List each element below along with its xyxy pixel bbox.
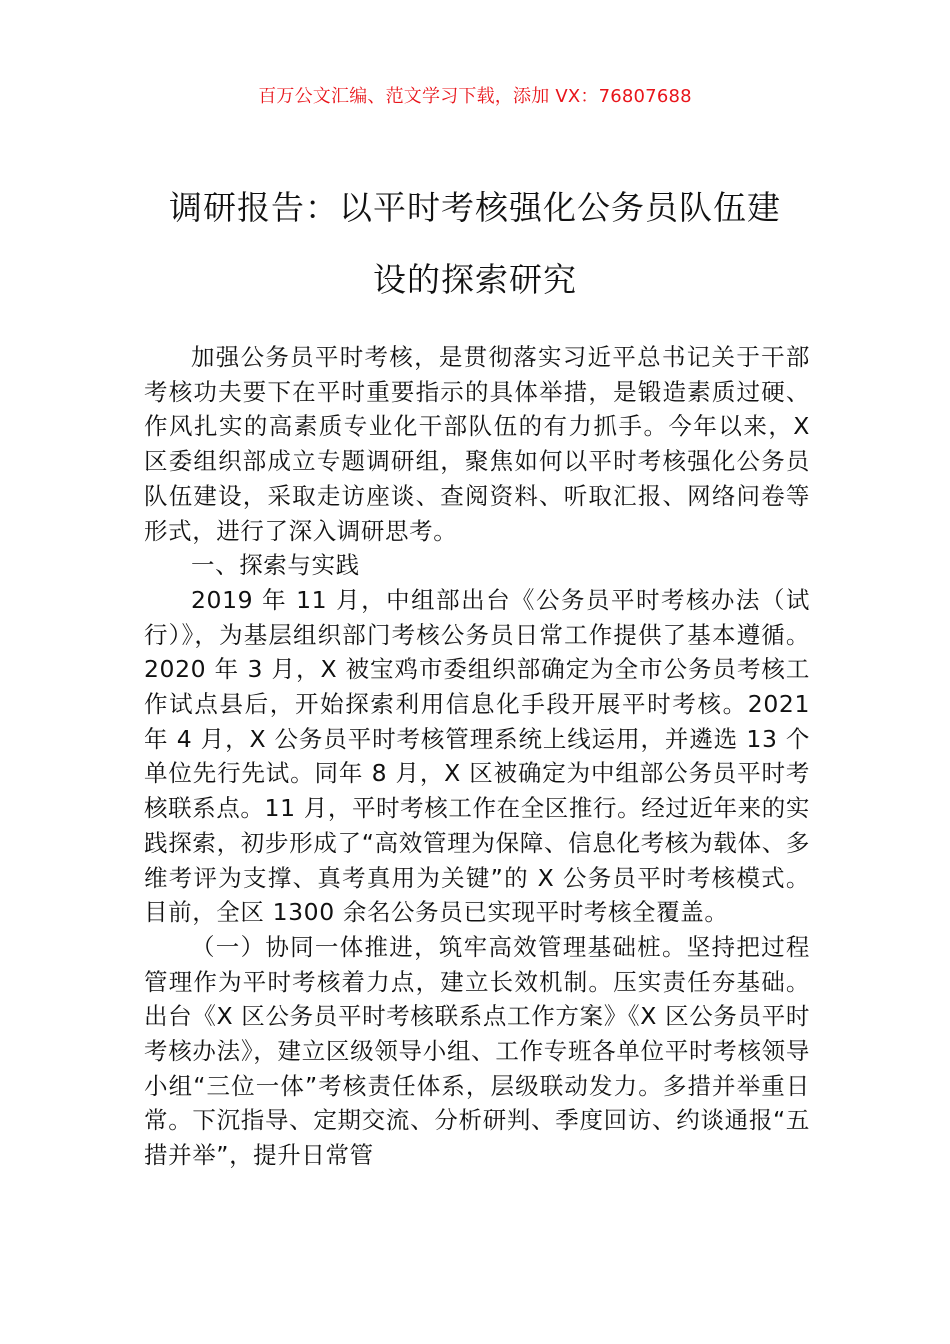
subsection-paragraph: （一）协同一体推进，筑牢高效管理基础桩。坚持把过程管理作为平时考核着力点，建立长效机制。压实责任夯基础。出台《X 区公务员平时考核联系点工作方案》《X 区公务员平时考核办法》，建立区级领导小组、工作专班各单位平时考核领导小组“三位一体”考核责任体系，层级联动发力。多措并举重日常。下沉指导、定期交流、分析研判、季度回访、约谈通报“五措并举”，提升日常管 [144, 932, 810, 1170]
section-heading: 一、探索与实践 [191, 551, 360, 580]
title-line-2: 设的探索研究 [373, 260, 577, 299]
page-title [130, 172, 820, 316]
title-line-1: 调研报告：以平时考核强化公务员队伍建 [169, 188, 781, 227]
document-body [144, 340, 810, 1173]
body-paragraph: 2019 年 11 月，中组部出台《公务员平时考核办法（试行）》，为基层组织部门考核公务员日常工作提供了基本遵循。2020 年 3 月，X 被宝鸡市委组织部确定为全市公务员考核工作试点县后，开始探索利用信息化手段开展平时考核。2021 年 4 月，X 公务员平时考核管理系统上线运用，并遴选 13 个单位先行先试。同年 8 月，X 区被确定为中组部公务员平时考核联系点。11 月，平时考核工作在全区推行。经过近年来的实践探索，初步形成了“高效管理为保障、信息化考核为载体、多维考评为支撑、真考真用为关键”的 X 公务员平时考核模式。目前，全区 1300 余名公务员已实现平时考核全覆盖。 [144, 585, 810, 927]
download-banner: 百万公文汇编、范文学习下载，添加 VX：76807688 [258, 86, 692, 107]
intro-paragraph: 加强公务员平时考核，是贯彻落实习近平总书记关于干部考核功夫要下在平时重要指示的具体举措，是锻造素质过硬、作风扎实的高素质专业化干部队伍的有力抓手。今年以来，X 区委组织部成立专题调研组，聚焦如何以平时考核强化公务员队伍建设，采取走访座谈、查阅资料、听取汇报、网络问卷等形式，进行了深入调研思考。 [144, 343, 810, 545]
